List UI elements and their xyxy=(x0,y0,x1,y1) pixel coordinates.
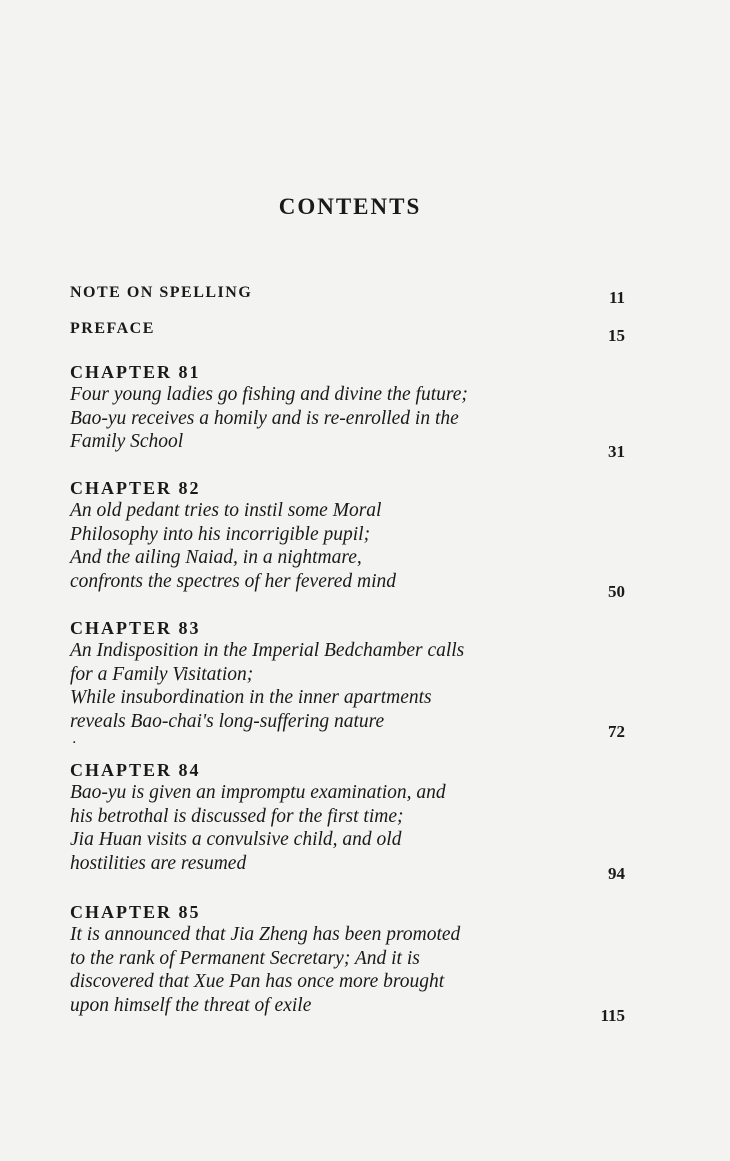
chapter-summary-line: his betrothal is discussed for the first time; xyxy=(70,805,404,827)
chapter-summary-line: It is announced that Jia Zheng has been promoted xyxy=(70,924,461,945)
page-number: 15 xyxy=(608,326,625,345)
chapter-summary-line: An old pedant tries to instil some Moral xyxy=(70,500,382,521)
page-number: 115 xyxy=(600,1006,625,1025)
chapter-summary-line: Bao-yu is given an impromptu examination, and xyxy=(70,782,446,803)
chapter-summary-line: Jia Huan visits a convulsive child, and old xyxy=(70,829,402,850)
chapter-summary-line: discovered that Xue Pan has once more brought xyxy=(70,971,445,992)
chapter-summary-line: Family School xyxy=(70,431,184,452)
chapter-summary-line: Four young ladies go fishing and divine the future; xyxy=(70,384,468,405)
chapter-heading: CHAPTER 85 xyxy=(70,902,201,922)
chapter-summary-line: While insubordination in the inner apartments xyxy=(70,687,432,708)
chapter-summary-line: An Indisposition in the Imperial Bedchamber calls xyxy=(70,640,465,661)
page-number: 72 xyxy=(608,722,625,741)
chapter-summary-line: reveals Bao-chai's long-suffering nature xyxy=(70,710,385,732)
page-number: 31 xyxy=(608,442,625,461)
toc-entry-chapter-84 xyxy=(70,760,625,883)
show-through-text xyxy=(70,150,630,170)
page-number: 50 xyxy=(608,582,625,601)
chapter-summary-line: confronts the spectres of her fevered mind xyxy=(70,570,397,592)
chapter-summary-line: And the ailing Naiad, in a nightmare, xyxy=(70,547,362,568)
stray-mark: . xyxy=(72,731,77,747)
chapter-heading: CHAPTER 81 xyxy=(70,362,201,382)
chapter-summary-line: Philosophy into his incorrigible pupil; xyxy=(70,523,371,545)
chapter-summary-line: for a Family Visitation; xyxy=(70,663,254,685)
chapter-summary-line: upon himself the threat of exile xyxy=(70,994,312,1016)
toc-entry-chapter-85 xyxy=(70,902,625,1025)
page-number: 94 xyxy=(608,864,625,883)
toc-entry-chapter-81 xyxy=(70,362,625,461)
entry-label: NOTE ON SPELLING xyxy=(70,284,253,301)
toc-entry-note-on-spelling xyxy=(70,284,625,307)
chapter-heading: CHAPTER 84 xyxy=(70,760,201,780)
chapter-heading: CHAPTER 82 xyxy=(70,478,201,498)
chapter-summary-line: Bao-yu receives a homily and is re-enrolled in the xyxy=(70,407,459,429)
toc-entry-chapter-82 xyxy=(70,478,625,601)
toc-entry-preface xyxy=(70,320,625,345)
chapter-heading: CHAPTER 83 xyxy=(70,618,201,638)
chapter-summary-line: hostilities are resumed xyxy=(70,852,247,874)
page-title: CONTENTS xyxy=(278,194,422,219)
chapter-summary-line: to the rank of Permanent Secretary; And it is xyxy=(70,947,420,969)
toc-entry-chapter-83 xyxy=(70,618,625,745)
entry-label: PREFACE xyxy=(70,320,155,337)
page-number: 11 xyxy=(608,288,625,307)
